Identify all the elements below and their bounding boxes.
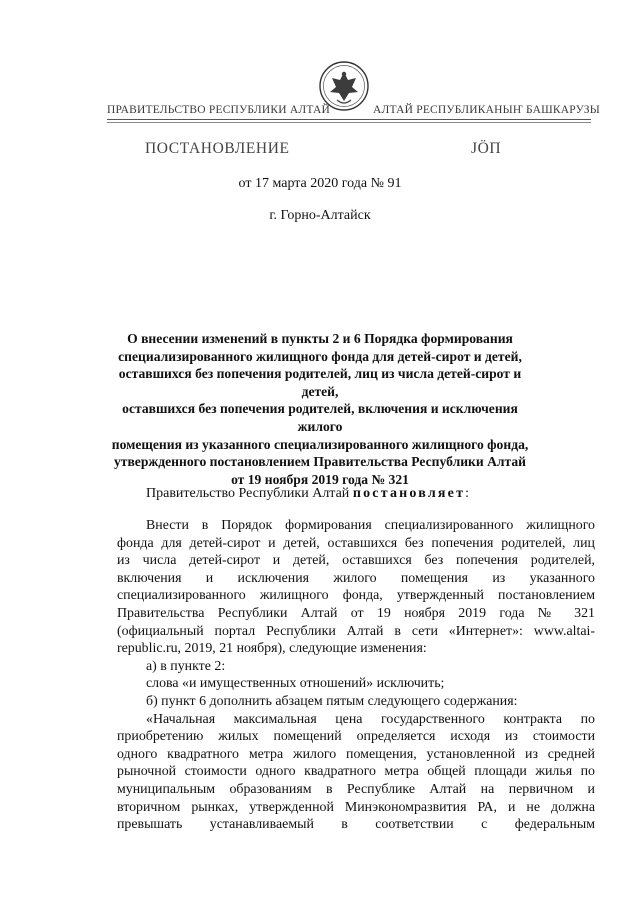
body-line: фонда для детей-сирот и детей, оставшихся без попечения родителей, лиц <box>117 535 595 551</box>
body-line: муниципальным образованиям в Республике Алтай на первичном и <box>117 781 595 797</box>
body-line: приобретению жилых помещений определяется исходя из стоимости <box>117 729 595 745</box>
body-line: Внести в Порядок формирования специализированного жилищного <box>146 518 595 533</box>
doc-type-alt: ЈӦП <box>471 140 502 157</box>
body-line: republic.ru, 2019, 21 ноября), следующие изменения: <box>117 641 427 657</box>
title-line: оставшихся без попечения родителей, включения и исключения жилого <box>122 401 518 434</box>
body-line: (официальный портал Республики Алтай в сети «Интернет»: www.altai- <box>117 623 595 639</box>
decree-suffix: : <box>465 486 470 501</box>
body-line: б) пункт 6 дополнить абзацем пятым следующего содержания: <box>146 693 518 709</box>
title-line: от 19 ноября 2019 года № 321 <box>231 471 409 487</box>
government-name-ru: ПРАВИТЕЛЬСТВО РЕСПУБЛИКИ АЛТАЙ <box>107 104 331 116</box>
body-line: из числа детей-сирот и детей, оставшихся без попечения родителей, <box>117 553 595 569</box>
decree-line <box>146 486 469 502</box>
title-line: О внесении изменений в пункты 2 и 6 Порядка формирования <box>127 331 513 346</box>
body-line: включения и исключения жилого помещения из указанного <box>117 570 595 586</box>
decree-prefix: Правительство Республики Алтай <box>146 486 353 501</box>
city-line: г. Горно-Алтайск <box>269 208 371 223</box>
body-line: вторичном рынках, утвержденной Минэкономразвития РА, и не должна <box>117 799 595 815</box>
body-line: одного квадратного метра жилого помещения, установленной из средней <box>117 746 595 762</box>
body-line: рыночной стоимости одного квадратного метра общей площади жилья по <box>117 764 595 780</box>
body-line: слова «и имущественных отношений» исключить; <box>146 676 445 692</box>
title-line: оставшихся без попечения родителей, лиц из числа детей-сирот и детей, <box>118 366 522 399</box>
body-line: а) в пункте 2: <box>146 658 226 674</box>
doc-type-ru: ПОСТАНОВЛЕНИЕ <box>145 140 290 157</box>
body-line: Правительства Республики Алтай от 19 ноября 2019 года № 321 <box>117 605 595 621</box>
title-line: утвержденного постановлением Правительства Республики Алтай <box>113 454 527 470</box>
header-divider-thin <box>107 122 591 123</box>
body-line: превышать устанавливаемый в соответствии с федеральным <box>117 817 595 833</box>
title-line: помещения из указанного специализированного жилищного фонда, <box>111 436 529 452</box>
date-line: от 17 марта 2020 года № 91 <box>238 176 402 191</box>
body-line: «Начальная максимальная цена государственного контракта по <box>146 711 595 727</box>
document-title <box>110 330 530 488</box>
title-line: специализированного жилищного фонда для детей-сирот и детей, <box>118 348 522 364</box>
decree-verb: постановляет <box>352 486 466 501</box>
body-line: специализированного жилищного фонда, утвержденный постановлением <box>117 588 595 604</box>
document-body <box>117 517 595 834</box>
header-divider <box>107 119 591 120</box>
government-name-alt: АЛТАЙ РЕСПУБЛИКАНЫҤ БАШКАРУЗЫ <box>373 104 600 116</box>
